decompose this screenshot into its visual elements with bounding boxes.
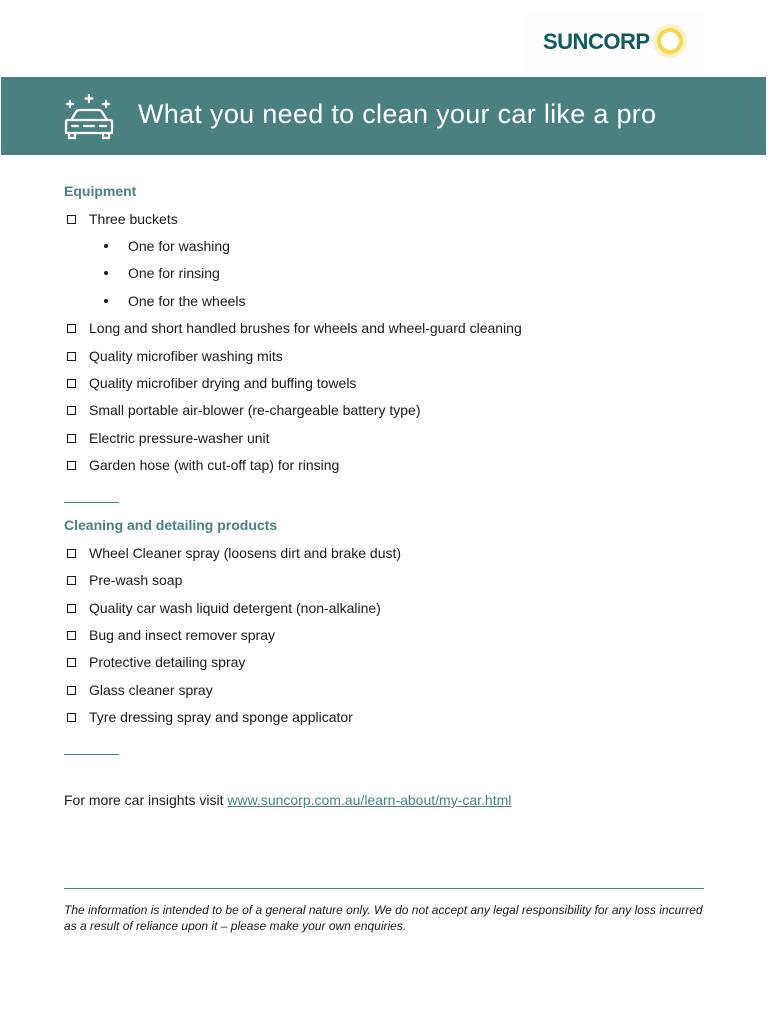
footer-divider <box>64 888 704 889</box>
header-banner <box>1 77 766 155</box>
logo-text: SUNCORP <box>543 29 650 54</box>
checkbox[interactable] <box>67 713 76 722</box>
checklist-item[interactable] <box>67 320 522 336</box>
checkbox[interactable] <box>67 658 76 667</box>
checklist-item[interactable] <box>67 545 401 561</box>
checkbox[interactable] <box>67 352 76 361</box>
section-divider <box>64 502 119 503</box>
checkbox[interactable] <box>67 434 76 443</box>
checklist-item[interactable] <box>67 572 182 588</box>
sun-icon <box>651 22 689 60</box>
checklist-item[interactable] <box>67 211 178 227</box>
products-heading: Cleaning and detailing products <box>64 517 278 533</box>
section-divider <box>64 754 119 755</box>
sub-item-label: One for washing <box>128 238 230 254</box>
equipment-heading: Equipment <box>64 183 137 199</box>
sub-list-item <box>104 293 246 309</box>
checklist-item-label: Bug and insect remover spray <box>89 627 275 643</box>
checkbox[interactable] <box>67 549 76 558</box>
page-title: What you need to clean your car like a pro <box>138 99 657 129</box>
checklist-item[interactable] <box>67 627 275 643</box>
sparkling-car-icon <box>63 94 115 140</box>
checkbox[interactable] <box>67 576 76 585</box>
checklist-item-label: Wheel Cleaner spray (loosens dirt and brake dust) <box>89 545 402 561</box>
checklist-item[interactable] <box>67 709 353 725</box>
checklist-item[interactable] <box>67 457 339 473</box>
sub-item-label: One for rinsing <box>128 265 220 281</box>
checklist-item-label: Small portable air-blower (re-chargeable battery type) <box>89 402 421 418</box>
checkbox[interactable] <box>67 604 76 613</box>
checkbox[interactable] <box>67 686 76 695</box>
checkbox[interactable] <box>67 215 76 224</box>
bullet <box>104 244 108 248</box>
checklist-item[interactable] <box>67 654 245 670</box>
more-insights-text <box>64 792 511 808</box>
checklist-item-label: Pre-wash soap <box>89 572 183 588</box>
checklist-item[interactable] <box>67 682 213 698</box>
checklist-item-label: Tyre dressing spray and sponge applicator <box>89 709 353 725</box>
checklist-item[interactable] <box>67 402 420 418</box>
checkbox[interactable] <box>67 461 76 470</box>
checklist-item-label: Glass cleaner spray <box>89 682 213 698</box>
checklist-item-label: Three buckets <box>89 211 178 227</box>
bullet <box>104 271 108 275</box>
checklist-item-label: Protective detailing spray <box>89 654 246 670</box>
insight-label: For more car insights visit <box>64 792 228 808</box>
suncorp-car-link[interactable]: www.suncorp.com.au/learn-about/my-car.html <box>227 792 512 808</box>
checklist-item[interactable] <box>67 430 270 446</box>
disclaimer: The information is intended to be of a general nature only. We do not accept any legal responsibility for any loss incurred as a result of reliance upon it – please make your own enquiries. <box>64 903 703 933</box>
checkbox[interactable] <box>67 379 76 388</box>
bullet <box>104 299 108 303</box>
checklist-item-label: Electric pressure-washer unit <box>89 430 270 446</box>
checklist-item-label: Quality car wash liquid detergent (non-alkaline) <box>89 600 381 616</box>
checklist-item-label: Long and short handled brushes for wheels and wheel-guard cleaning <box>89 320 522 336</box>
checklist-item[interactable] <box>67 375 356 391</box>
checklist-item[interactable] <box>67 348 283 364</box>
sub-list-item <box>104 238 230 254</box>
checkbox[interactable] <box>67 631 76 640</box>
checklist-item-label: Quality microfiber drying and buffing towels <box>89 375 357 391</box>
checkbox[interactable] <box>67 406 76 415</box>
sub-item-label: One for the wheels <box>128 293 246 309</box>
checklist-item[interactable] <box>67 600 381 616</box>
checklist-item-label: Quality microfiber washing mits <box>89 348 283 364</box>
checkbox[interactable] <box>67 324 76 333</box>
checklist-item-label: Garden hose (with cut-off tap) for rinsing <box>89 457 340 473</box>
sub-list-item <box>104 265 220 281</box>
suncorp-logo[interactable] <box>524 14 704 70</box>
